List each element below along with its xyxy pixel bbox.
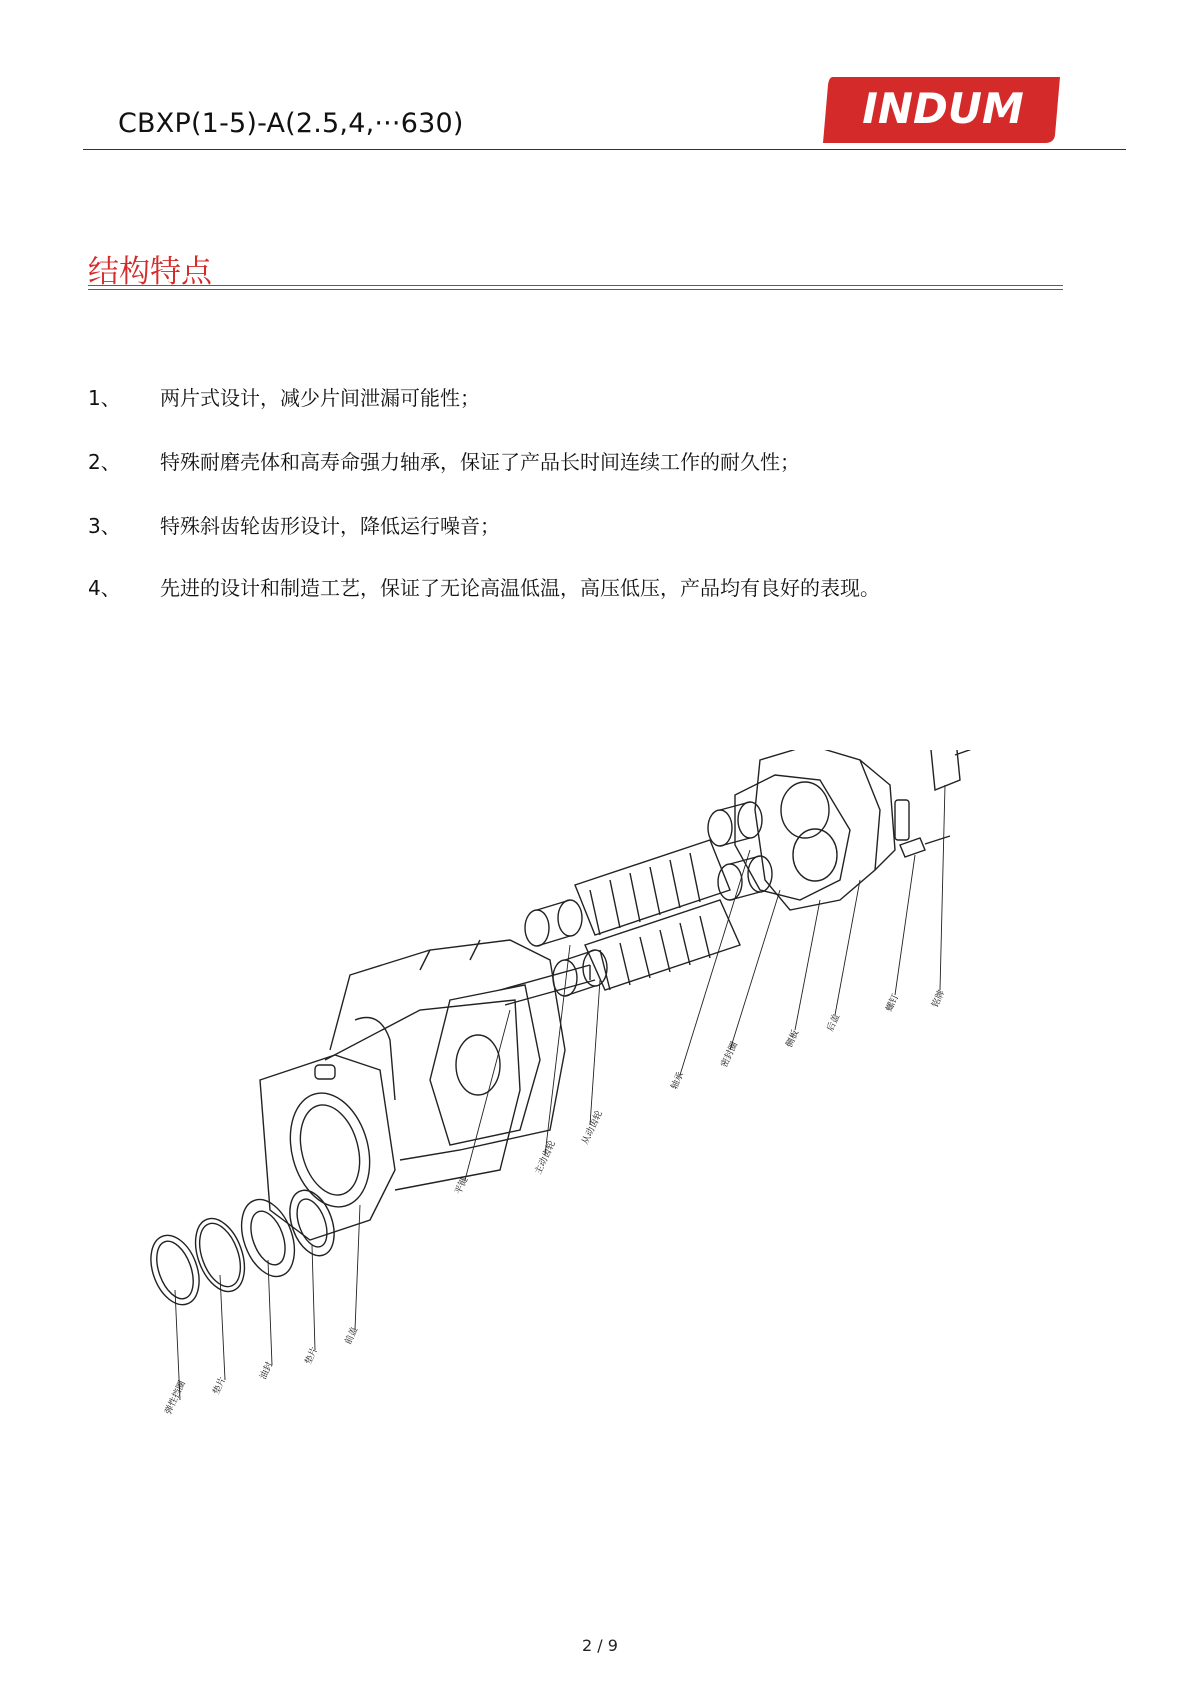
pump-body-part <box>330 940 565 1160</box>
bushing-right-part <box>708 802 772 900</box>
label-retaining-ring: 弹性挡圈 <box>163 1379 188 1417</box>
label-front-cover: 前盖 <box>343 1325 361 1347</box>
label-driven-gear: 从动齿轮 <box>580 1109 605 1147</box>
exploded-pump-drawing <box>120 750 1070 1450</box>
feature-number: 2、 <box>88 450 121 474</box>
gear-pair-part <box>575 840 740 990</box>
label-drive-gear: 主动齿轮 <box>533 1139 558 1177</box>
logo-text: INDUM <box>862 84 1024 133</box>
label-oil-seal: 油封 <box>258 1360 276 1382</box>
label-washer: 垫片 <box>303 1345 321 1367</box>
nameplate-part <box>930 750 975 790</box>
drive-shaft-part <box>500 965 595 1005</box>
rear-cover-part <box>755 750 909 910</box>
section-heading: 结构特点 <box>88 254 212 290</box>
feature-text: 特殊耐磨壳体和高寿命强力轴承，保证了产品长时间连续工作的耐久性； <box>160 450 800 474</box>
feature-number: 3、 <box>88 514 121 538</box>
heading-underline-thin <box>88 289 1063 290</box>
label-seal-ring: 密封圈 <box>719 1040 741 1070</box>
label-gasket: 垫片 <box>211 1375 229 1397</box>
feature-text: 两片式设计，减少片间泄漏可能性； <box>160 386 480 410</box>
label-wear-plate: 侧板 <box>784 1028 802 1050</box>
leader-lines <box>175 785 948 1400</box>
feature-number: 1、 <box>88 386 121 410</box>
page-number: 2 / 9 <box>582 1636 618 1655</box>
gasket-part <box>186 1212 253 1298</box>
label-nameplate: 铭牌 <box>930 988 948 1010</box>
feature-number: 4、 <box>88 576 121 600</box>
label-screw: 螺钉 <box>884 992 902 1014</box>
label-flat-key: 平键 <box>453 1175 471 1197</box>
feature-text: 特殊斜齿轮齿形设计，降低运行噪音； <box>160 514 500 538</box>
heading-underline <box>88 285 1063 286</box>
label-rear-cover: 后盖 <box>825 1012 843 1034</box>
header-divider <box>83 149 1126 150</box>
feature-text: 先进的设计和制造工艺，保证了无论高温低温，高压低压，产品均有良好的表现。 <box>160 576 880 600</box>
document-title: CBXP(1-5)-A(2.5,4,···630) <box>118 108 464 139</box>
label-bearing: 轴承 <box>669 1070 687 1092</box>
indum-logo <box>823 77 1060 143</box>
